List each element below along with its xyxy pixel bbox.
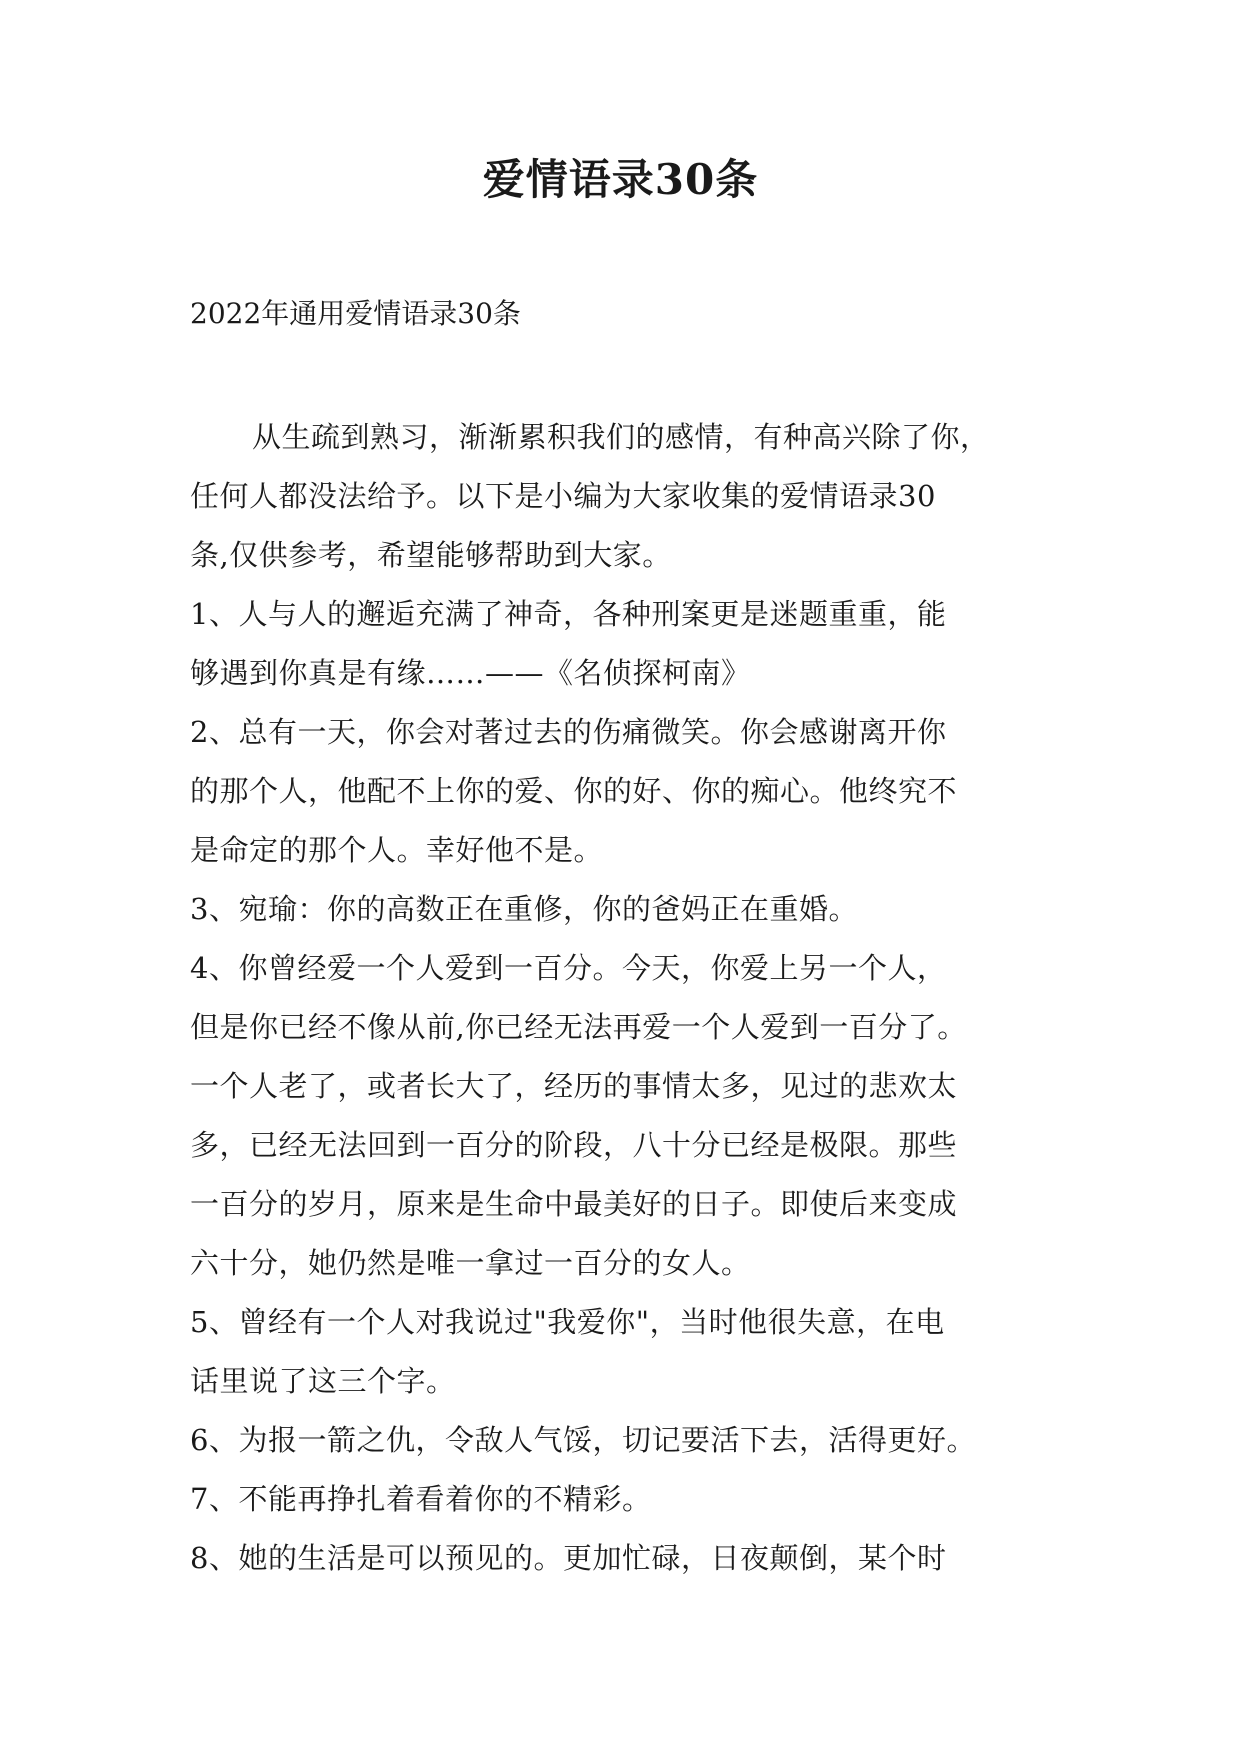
body-line: 5、曾经有一个人对我说过"我爱你"，当时他很失意，在电 [190, 1305, 945, 1339]
body-line: 任何人都没法给予。以下是小编为大家收集的爱情语录30 [190, 479, 936, 513]
body-line: 够遇到你真是有缘……——《名侦探柯南》 [190, 656, 751, 690]
body-line: 的那个人，他配不上你的爱、你的好、你的痴心。他终究不 [190, 774, 958, 808]
body-line: 4、你曾经爱一个人爱到一百分。今天，你爱上另一个人， [190, 951, 947, 985]
body-line: 8、她的生活是可以预见的。更加忙碌，日夜颠倒，某个时 [190, 1541, 947, 1575]
body-line: 一个人老了，或者长大了，经历的事情太多，见过的悲欢太 [190, 1069, 958, 1103]
body-line: 条,仅供参考，希望能够帮助到大家。 [190, 538, 672, 572]
body-line: 从生疏到熟习，渐渐累积我们的感情，有种高兴除了你， [252, 420, 990, 454]
body-line: 话里说了这三个字。 [190, 1364, 456, 1398]
body-line: 1、人与人的邂逅充满了神奇，各种刑案更是迷题重重，能 [190, 597, 947, 631]
document-body [190, 408, 1070, 1588]
body-line: 是命定的那个人。幸好他不是。 [190, 833, 604, 867]
body-line: 六十分，她仍然是唯一拿过一百分的女人。 [190, 1246, 751, 1280]
document-title: 爱情语录30条 [482, 155, 759, 204]
body-line: 7、不能再挣扎着看着你的不精彩。 [190, 1482, 652, 1516]
document-subtitle: 2022年通用爱情语录30条 [190, 297, 521, 330]
body-line: 多，已经无法回到一百分的阶段，八十分已经是极限。那些 [190, 1128, 958, 1162]
body-line: 但是你已经不像从前,你已经无法再爱一个人爱到一百分了。 [190, 1010, 967, 1044]
body-line: 一百分的岁月，原来是生命中最美好的日子。即使后来变成 [190, 1187, 958, 1221]
body-line: 3、宛瑜：你的高数正在重修，你的爸妈正在重婚。 [190, 892, 858, 926]
body-line: 6、为报一箭之仇，令敌人气馁，切记要活下去，活得更好。 [190, 1423, 976, 1457]
body-line: 2、总有一天，你会对著过去的伤痛微笑。你会感谢离开你 [190, 715, 947, 749]
